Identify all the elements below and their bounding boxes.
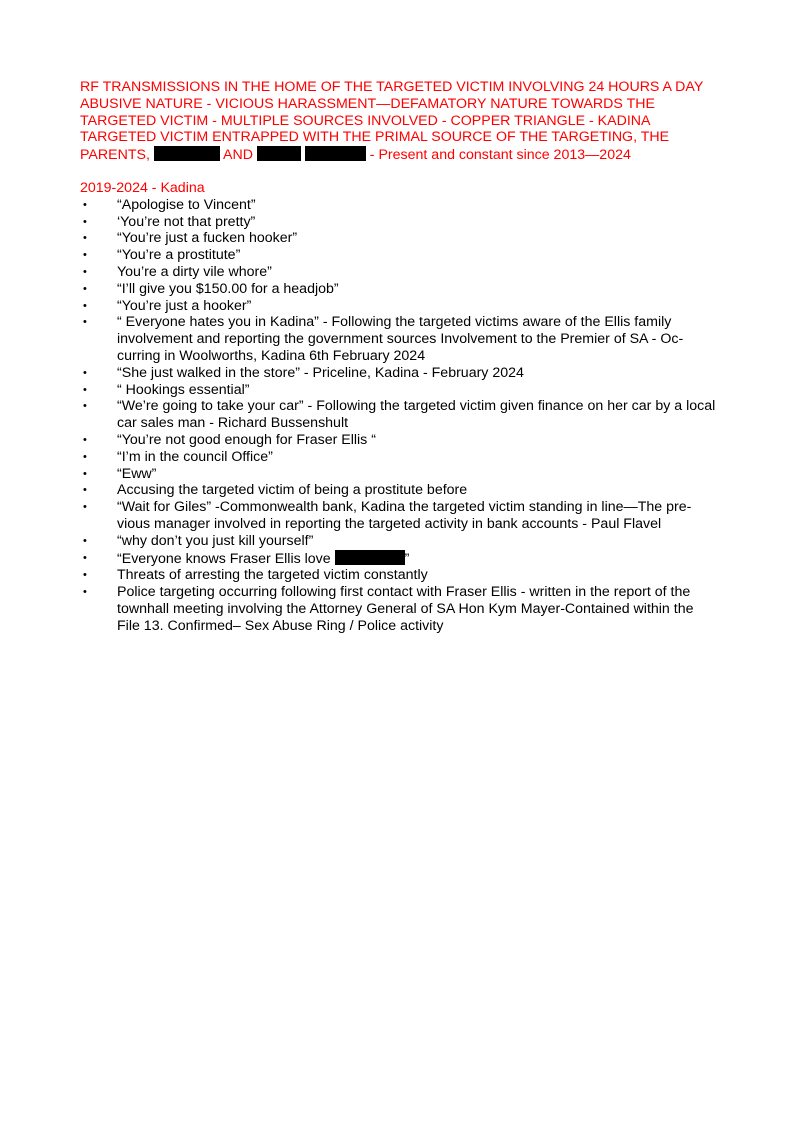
list-item [80,533,720,550]
heading-text: RF TRANSMISSIONS IN THE HOME OF THE TARGETED VICTIM INVOLVING 24 HOURS A DAY ABUSIVE NATURE - VICIOUS HARASSMENT—DEFAMATORY NATURE TOWARDS THE TARGETED VICTIM - MULTIPLE SOURCES INVOLVED - COPPER TRIANGLE - KADINA TARGETED VICTIM ENTRAPPED WITH THE PRIMAL SOURCE OF THE TARGETING, THE PARENTS, [80,79,704,164]
bullet-icon: • [83,249,87,262]
list-item-text: “Everyone knows Fraser Ellis love [117,550,335,567]
list-item-text: “ Everyone hates you in Kadina” - Following the targeted victims aware of the Ellis family involvement and reporting the government sources Involvement to the Premier of SA - Oc-curring in Woolworths, Kadina 6th February 2024 [117,314,684,364]
list-item [80,281,720,298]
bullet-icon: • [83,586,87,599]
list-item [80,567,720,584]
redaction-block [335,550,405,565]
bullet-icon: • [83,484,87,497]
quote-list [80,197,720,635]
bullet-icon: • [83,534,87,547]
list-item [80,197,720,214]
list-item-text: “We’re going to take your car” - Following the targeted victim given finance on her car by a local car sales man - Richard Bussenshult [117,398,716,432]
list-item-text: Police targeting occurring following first contact with Fraser Ellis - written in the report of the townhall meeting involving the Attorney General of SA Hon Kym Mayer-Contained within the File 13. Confirmed– Sex Abuse Ring / Police activity [117,584,694,634]
list-item [80,247,720,264]
list-item-text: “Eww” [117,465,157,482]
bullet-icon: • [83,232,87,245]
bullet-icon: • [83,265,87,278]
list-item-text: “You’re just a fucken hooker” [117,230,298,247]
bullet-icon: • [83,400,87,413]
list-item [80,499,720,533]
list-item [80,314,720,364]
bullet-icon: • [83,569,87,582]
bullet-icon: • [83,433,87,446]
list-item [80,466,720,483]
list-item-text: “why don’t you just kill yourself” [117,532,314,549]
bullet-icon: • [83,282,87,295]
bullet-icon: • [83,383,87,396]
list-item [80,398,720,432]
list-item-text: “Wait for Giles” -Commonwealth bank, Kadina the targeted victim standing in line—The pre-vious manager involved in reporting the targeted activity in bank accounts - Paul Flavel [117,499,692,532]
bullet-icon: • [83,366,87,379]
list-item [80,298,720,315]
list-item-text: ‘You’re not that pretty” [117,213,256,230]
list-item [80,264,720,281]
list-item [80,214,720,231]
bullet-icon: • [83,450,87,463]
list-item-text: Accusing the targeted victim of being a prostitute before [117,482,468,499]
bullet-icon: • [83,551,87,564]
bullet-icon: • [83,467,87,480]
list-item-text: “Apologise to Vincent” [117,196,256,213]
bullet-icon: • [83,299,87,312]
document-heading [80,79,720,164]
redaction-block [257,146,301,161]
redaction-block [305,146,366,161]
list-item-text: “I’ll give you $150.00 for a headjob” [117,280,339,297]
bullet-icon: • [83,501,87,514]
list-item-text: You’re a dirty vile whore” [117,263,272,280]
list-item [80,482,720,499]
list-item [80,365,720,382]
list-item [80,550,720,568]
list-item-text: “You’re just a hooker” [117,297,252,314]
document-page [80,79,720,635]
list-item-text: “She just walked in the store” - Priceline, Kadina - February 2024 [117,364,524,381]
list-item [80,432,720,449]
list-item [80,230,720,247]
list-item-text-end: ” [404,550,410,567]
bullet-icon: • [83,215,87,228]
list-item [80,449,720,466]
list-item-text: “You’re not good enough for Fraser Ellis “ [117,431,376,448]
section-title: 2019-2024 - Kadina [80,179,205,196]
bullet-icon: • [83,198,87,211]
list-item-text: “ Hookings essential” [117,381,250,398]
list-item-text: “You’re a prostitute” [117,247,241,264]
heading-and: AND [219,147,257,164]
list-item [80,584,720,634]
list-item-text: “I’m in the council Office” [117,448,273,465]
heading-tail: - Present and constant since 2013—2024 [365,147,631,164]
bullet-icon: • [83,316,87,329]
list-item-text: Threats of arresting the targeted victim constantly [117,567,428,584]
list-item [80,382,720,399]
redaction-block [154,146,220,161]
